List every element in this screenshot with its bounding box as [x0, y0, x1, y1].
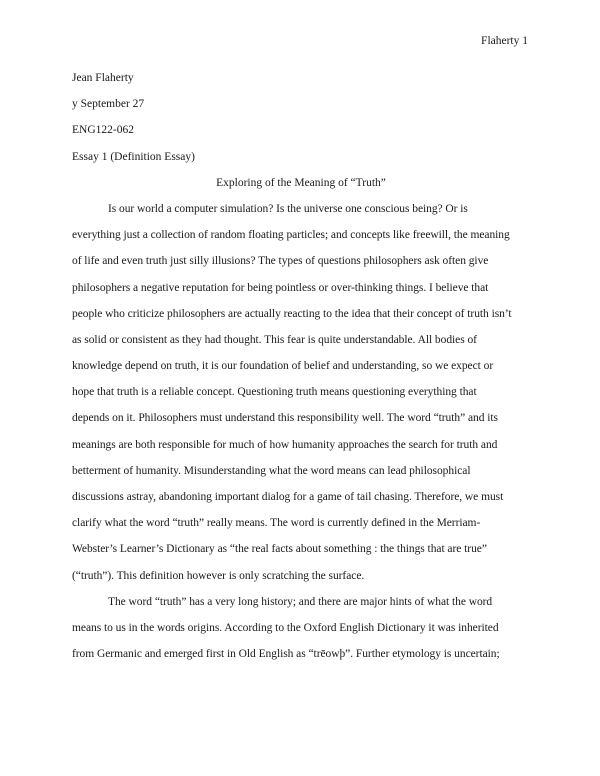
paragraph-line: everything just a collection of random floating particles; and concepts like freewill, the meaning: [72, 229, 510, 242]
course-line: ENG122-062: [72, 124, 134, 137]
paragraph-line: philosophers a negative reputation for being pointless or over-thinking things. I believe that: [72, 281, 489, 294]
paragraph-line: (“truth”). This definition however is only scratching the surface.: [72, 569, 365, 582]
paragraph-line: as solid or consistent as they had thought. This fear is quite understandable. All bodies of: [72, 333, 477, 346]
paragraph: [72, 196, 530, 589]
paragraph-line: depends on it. Philosophers must understand this responsibility well. The word “truth” and its: [72, 412, 498, 425]
paragraph-line: betterment of humanity. Misunderstanding what the word means can lead philosophical: [72, 464, 471, 477]
paragraph-line: from Germanic and emerged first in Old English as “trēowþ”. Further etymology is uncertain;: [72, 648, 500, 661]
paragraph-line: hope that truth is a reliable concept. Questioning truth means questioning everything that: [72, 386, 477, 399]
running-head: Flaherty 1: [481, 35, 528, 47]
date-line: y September 27: [72, 98, 145, 111]
essay-title: Exploring of the Meaning of “Truth”: [216, 176, 386, 189]
paragraph-line: clarify what the word “truth” really means. The word is currently defined in the Merriam-: [72, 517, 481, 530]
paragraph-line: people who criticize philosophers are actually reacting to the idea that their concept of truth isn’t: [72, 307, 512, 320]
essay-body: [72, 196, 530, 667]
paragraph-line: of life and even truth just silly illusions? The types of questions philosophers ask often give: [72, 255, 489, 268]
paragraph-line: Webster’s Learner’s Dictionary as “the real facts about something : the things that are true”: [72, 543, 487, 556]
paragraph-line: knowledge depend on truth, it is our foundation of belief and understanding, so we expect or: [72, 360, 494, 373]
author-name: Jean Flaherty: [72, 72, 134, 84]
paragraph-line: Is our world a computer simulation? Is the universe one conscious being? Or is: [108, 202, 468, 215]
paragraph-line: discussions astray, abandoning important dialog for a game of tail chasing. Therefore, we must: [72, 491, 504, 503]
paragraph-line: The word “truth” has a very long history; and there are major hints of what the word: [108, 595, 493, 608]
paragraph: [72, 589, 530, 668]
essay-content: [72, 65, 530, 667]
paragraph-line: means to us in the words origins. According to the Oxford English Dictionary it was inherited: [72, 621, 499, 634]
assignment-line: Essay 1 (Definition Essay): [72, 150, 195, 163]
paragraph-line: meanings are both responsible for much of how humanity approaches the search for truth and: [72, 438, 498, 451]
